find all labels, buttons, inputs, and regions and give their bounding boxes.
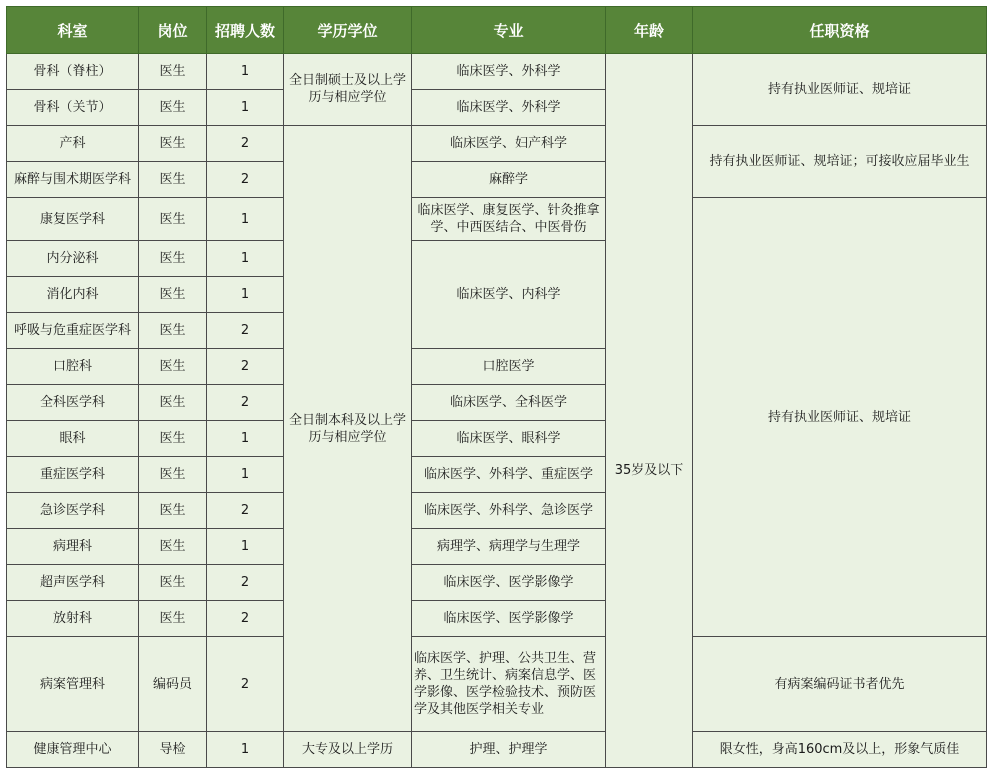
major-cell: 临床医学、外科学	[412, 54, 606, 90]
education-cell: 全日制本科及以上学历与相应学位	[284, 126, 412, 732]
count-cell: 1	[207, 732, 284, 768]
dept-cell: 骨科（关节）	[7, 90, 139, 126]
dept-cell: 眼科	[7, 421, 139, 457]
post-cell: 医生	[139, 529, 207, 565]
dept-cell: 骨科（脊柱）	[7, 54, 139, 90]
major-cell: 临床医学、康复医学、针灸推拿学、中西医结合、中医骨伤	[412, 198, 606, 241]
major-cell: 麻醉学	[412, 162, 606, 198]
dept-cell: 健康管理中心	[7, 732, 139, 768]
post-cell: 医生	[139, 198, 207, 241]
count-cell: 1	[207, 198, 284, 241]
major-cell: 护理、护理学	[412, 732, 606, 768]
major-cell: 临床医学、护理、公共卫生、营养、卫生统计、病案信息学、医学影像、医学检验技术、预防医学及其他医学相关专业	[412, 637, 606, 732]
count-cell: 2	[207, 349, 284, 385]
dept-cell: 麻醉与围术期医学科	[7, 162, 139, 198]
count-cell: 2	[207, 565, 284, 601]
table-row	[7, 126, 987, 162]
major-cell: 临床医学、医学影像学	[412, 601, 606, 637]
dept-cell: 重症医学科	[7, 457, 139, 493]
education-cell: 全日制硕士及以上学历与相应学位	[284, 54, 412, 126]
major-cell: 临床医学、医学影像学	[412, 565, 606, 601]
count-cell: 1	[207, 421, 284, 457]
major-cell: 临床医学、眼科学	[412, 421, 606, 457]
dept-cell: 产科	[7, 126, 139, 162]
count-cell: 1	[207, 54, 284, 90]
qualification-cell: 持有执业医师证、规培证	[693, 198, 987, 637]
dept-cell: 病案管理科	[7, 637, 139, 732]
header-major: 专业	[412, 7, 606, 54]
major-cell: 临床医学、妇产科学	[412, 126, 606, 162]
dept-cell: 急诊医学科	[7, 493, 139, 529]
post-cell: 医生	[139, 313, 207, 349]
dept-cell: 内分泌科	[7, 241, 139, 277]
post-cell: 医生	[139, 457, 207, 493]
post-cell: 医生	[139, 54, 207, 90]
major-cell: 临床医学、外科学、重症医学	[412, 457, 606, 493]
header-education: 学历学位	[284, 7, 412, 54]
count-cell: 2	[207, 385, 284, 421]
post-cell: 医生	[139, 493, 207, 529]
dept-cell: 康复医学科	[7, 198, 139, 241]
header-qualification: 任职资格	[693, 7, 987, 54]
post-cell: 医生	[139, 162, 207, 198]
dept-cell: 口腔科	[7, 349, 139, 385]
count-cell: 2	[207, 601, 284, 637]
count-cell: 1	[207, 241, 284, 277]
post-cell: 医生	[139, 90, 207, 126]
count-cell: 2	[207, 493, 284, 529]
post-cell: 导检	[139, 732, 207, 768]
major-cell: 临床医学、外科学、急诊医学	[412, 493, 606, 529]
dept-cell: 超声医学科	[7, 565, 139, 601]
post-cell: 医生	[139, 277, 207, 313]
major-cell: 临床医学、外科学	[412, 90, 606, 126]
qualification-cell: 持有执业医师证、规培证；可接收应届毕业生	[693, 126, 987, 198]
post-cell: 编码员	[139, 637, 207, 732]
table-row	[7, 198, 987, 241]
header-post: 岗位	[139, 7, 207, 54]
count-cell: 1	[207, 529, 284, 565]
table-row	[7, 732, 987, 768]
header-age: 年龄	[606, 7, 693, 54]
recruitment-table	[6, 6, 987, 768]
header-count: 招聘人数	[207, 7, 284, 54]
major-cell: 临床医学、内科学	[412, 241, 606, 349]
table-row	[7, 54, 987, 90]
dept-cell: 病理科	[7, 529, 139, 565]
count-cell: 2	[207, 162, 284, 198]
qualification-cell: 限女性，身高160cm及以上，形象气质佳	[693, 732, 987, 768]
count-cell: 1	[207, 277, 284, 313]
major-cell: 病理学、病理学与生理学	[412, 529, 606, 565]
post-cell: 医生	[139, 385, 207, 421]
dept-cell: 全科医学科	[7, 385, 139, 421]
dept-cell: 呼吸与危重症医学科	[7, 313, 139, 349]
education-cell: 大专及以上学历	[284, 732, 412, 768]
post-cell: 医生	[139, 565, 207, 601]
count-cell: 2	[207, 313, 284, 349]
count-cell: 2	[207, 126, 284, 162]
major-cell: 临床医学、全科医学	[412, 385, 606, 421]
dept-cell: 消化内科	[7, 277, 139, 313]
header-row	[7, 7, 987, 54]
age-cell: 35岁及以下	[606, 54, 693, 768]
post-cell: 医生	[139, 601, 207, 637]
post-cell: 医生	[139, 421, 207, 457]
count-cell: 2	[207, 637, 284, 732]
post-cell: 医生	[139, 126, 207, 162]
qualification-cell: 有病案编码证书者优先	[693, 637, 987, 732]
table-row	[7, 637, 987, 732]
post-cell: 医生	[139, 241, 207, 277]
count-cell: 1	[207, 457, 284, 493]
qualification-cell: 持有执业医师证、规培证	[693, 54, 987, 126]
dept-cell: 放射科	[7, 601, 139, 637]
recruitment-table-wrapper	[6, 6, 987, 768]
post-cell: 医生	[139, 349, 207, 385]
count-cell: 1	[207, 90, 284, 126]
header-dept: 科室	[7, 7, 139, 54]
major-cell: 口腔医学	[412, 349, 606, 385]
